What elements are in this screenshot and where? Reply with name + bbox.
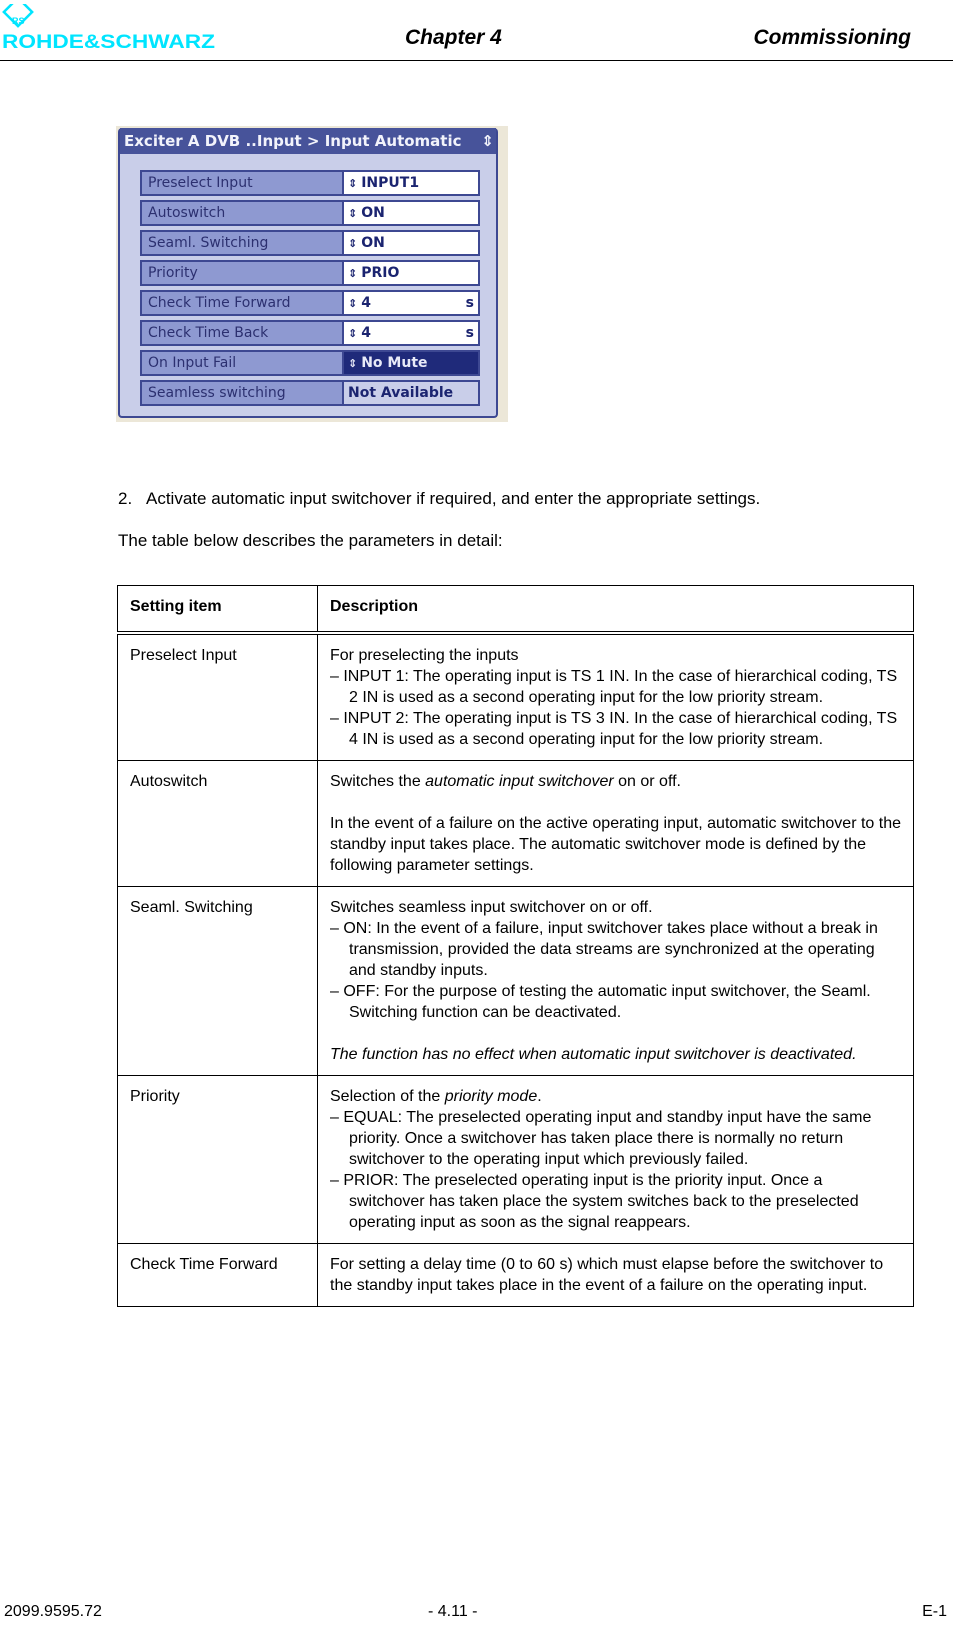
setting-value: ON xyxy=(361,235,385,251)
setting-row xyxy=(140,380,480,406)
panel-title-bar xyxy=(120,128,496,154)
step-text: Activate automatic input switchover if required, and enter the appropriate settings. xyxy=(146,489,761,508)
header-divider xyxy=(0,60,953,61)
setting-value-field[interactable] xyxy=(344,350,480,376)
setting-value-field[interactable] xyxy=(344,200,480,226)
desc-text: Switches the xyxy=(330,773,426,790)
table-row xyxy=(118,887,914,1076)
setting-label: Check Time Back xyxy=(140,320,344,346)
step-number: 2. xyxy=(118,489,133,508)
svg-text:RS: RS xyxy=(12,16,25,26)
desc-line: For preselecting the inputs xyxy=(330,647,519,664)
setting-value-field[interactable] xyxy=(344,170,480,196)
setting-value: 4 xyxy=(361,295,371,311)
col-header-setting: Setting item xyxy=(118,586,318,634)
updown-arrows-icon[interactable]: ⇕ xyxy=(481,132,494,150)
chapter-heading: Chapter 4 xyxy=(405,26,502,49)
setting-row xyxy=(140,170,480,196)
setting-value-field xyxy=(344,380,480,406)
setting-item: Autoswitch xyxy=(118,761,318,887)
panel-title: Exciter A DVB ..Input > Input Automatic xyxy=(124,132,462,150)
setting-row xyxy=(140,200,480,226)
setting-row xyxy=(140,320,480,346)
setting-row xyxy=(140,230,480,256)
col-header-description: Description xyxy=(318,586,914,634)
updown-arrows-icon[interactable]: ⇕ xyxy=(348,297,358,310)
updown-arrows-icon[interactable]: ⇕ xyxy=(348,207,358,220)
setting-row xyxy=(140,350,480,376)
setting-item: Preselect Input xyxy=(118,633,318,761)
table-row xyxy=(118,761,914,887)
table-row xyxy=(118,1076,914,1244)
desc-line: – OFF: For the purpose of testing the automatic input switchover, the Seaml. Switching function can be deactivated. xyxy=(330,983,871,1021)
setting-row xyxy=(140,290,480,316)
updown-arrows-icon[interactable]: ⇕ xyxy=(348,327,358,340)
updown-arrows-icon[interactable]: ⇕ xyxy=(348,357,358,370)
setting-label: Seamless switching xyxy=(140,380,344,406)
rohde-schwarz-logo xyxy=(2,4,217,50)
setting-value-field[interactable] xyxy=(344,320,480,346)
unit-label: s xyxy=(465,325,474,341)
svg-text:ROHDE&SCHWARZ: ROHDE&SCHWARZ xyxy=(2,32,216,50)
setting-label: Check Time Forward xyxy=(140,290,344,316)
desc-line: Switches seamless input switchover on or off. xyxy=(330,899,653,916)
updown-arrows-icon[interactable]: ⇕ xyxy=(348,267,358,280)
setting-label: Seaml. Switching xyxy=(140,230,344,256)
setting-item: Seaml. Switching xyxy=(118,887,318,1076)
table-row xyxy=(118,1244,914,1307)
desc-text: Selection of the xyxy=(330,1088,445,1105)
setting-value-field[interactable] xyxy=(344,290,480,316)
desc-emphasis: priority mode xyxy=(444,1088,538,1105)
description xyxy=(318,1076,914,1244)
table-row xyxy=(118,633,914,761)
updown-arrows-icon[interactable]: ⇕ xyxy=(348,237,358,250)
desc-paragraph: In the event of a failure on the active operating input, automatic switchover to the standby input takes place. The automatic switchover mode is defined by the following parameter settings. xyxy=(330,815,902,874)
desc-text: on or off. xyxy=(613,773,681,790)
desc-line: – INPUT 2: The operating input is TS 3 IN. In the case of hierarchical coding, TS 4 IN is used as a second operating input for the low priority stream. xyxy=(330,710,898,748)
setting-label: Priority xyxy=(140,260,344,286)
page-number: - 4.11 - xyxy=(428,1603,478,1620)
setting-value: ON xyxy=(361,205,385,221)
setting-value: INPUT1 xyxy=(361,175,420,191)
desc-emphasis: automatic input switchover xyxy=(425,773,614,790)
setting-value: 4 xyxy=(361,325,371,341)
setting-value: No Mute xyxy=(361,355,428,371)
desc-line: – PRIOR: The preselected operating input is the priority input. Once a switchover has taken place the system switches back to the preselected operating input as soon as the signal reappears. xyxy=(330,1172,859,1231)
parameter-table xyxy=(117,585,914,1307)
setting-value: Not Available xyxy=(348,385,454,401)
setting-label: On Input Fail xyxy=(140,350,344,376)
desc-line: – INPUT 1: The operating input is TS 1 IN. In the case of hierarchical coding, TS 2 IN is used as a second operating input for the low priority stream. xyxy=(330,668,898,706)
updown-arrows-icon[interactable]: ⇕ xyxy=(348,177,358,190)
input-automatic-panel xyxy=(118,128,498,418)
setting-value: PRIO xyxy=(361,265,400,281)
setting-label: Preselect Input xyxy=(140,170,344,196)
desc-line: – EQUAL: The preselected operating input and standby input have the same priority. Once a switchover has taken place there is normally no return switchover to the operating input which previously failed. xyxy=(330,1109,872,1168)
setting-value-field[interactable] xyxy=(344,260,480,286)
setting-item: Priority xyxy=(118,1076,318,1244)
section-heading: Commissioning xyxy=(753,26,911,49)
intro-text: The table below describes the parameters in detail: xyxy=(118,531,503,550)
desc-note: The function has no effect when automatic input switchover is deactivated. xyxy=(330,1046,857,1063)
description xyxy=(318,633,914,761)
unit-label: s xyxy=(465,295,474,311)
doc-number: 2099.9595.72 xyxy=(4,1603,102,1620)
description xyxy=(318,887,914,1076)
desc-line: – ON: In the event of a failure, input switchover takes place without a break in transmission, provided the data streams are synchronized at the operating and standby inputs. xyxy=(330,920,878,979)
desc-text: . xyxy=(537,1088,542,1105)
edition: E-1 xyxy=(922,1603,947,1620)
setting-value-field[interactable] xyxy=(344,230,480,256)
setting-row xyxy=(140,260,480,286)
description: For setting a delay time (0 to 60 s) which must elapse before the switchover to the standby input takes place in the event of a failure on the operating input. xyxy=(318,1244,914,1307)
description xyxy=(318,761,914,887)
setting-item: Check Time Forward xyxy=(118,1244,318,1307)
setting-label: Autoswitch xyxy=(140,200,344,226)
settings-screenshot xyxy=(116,126,508,422)
